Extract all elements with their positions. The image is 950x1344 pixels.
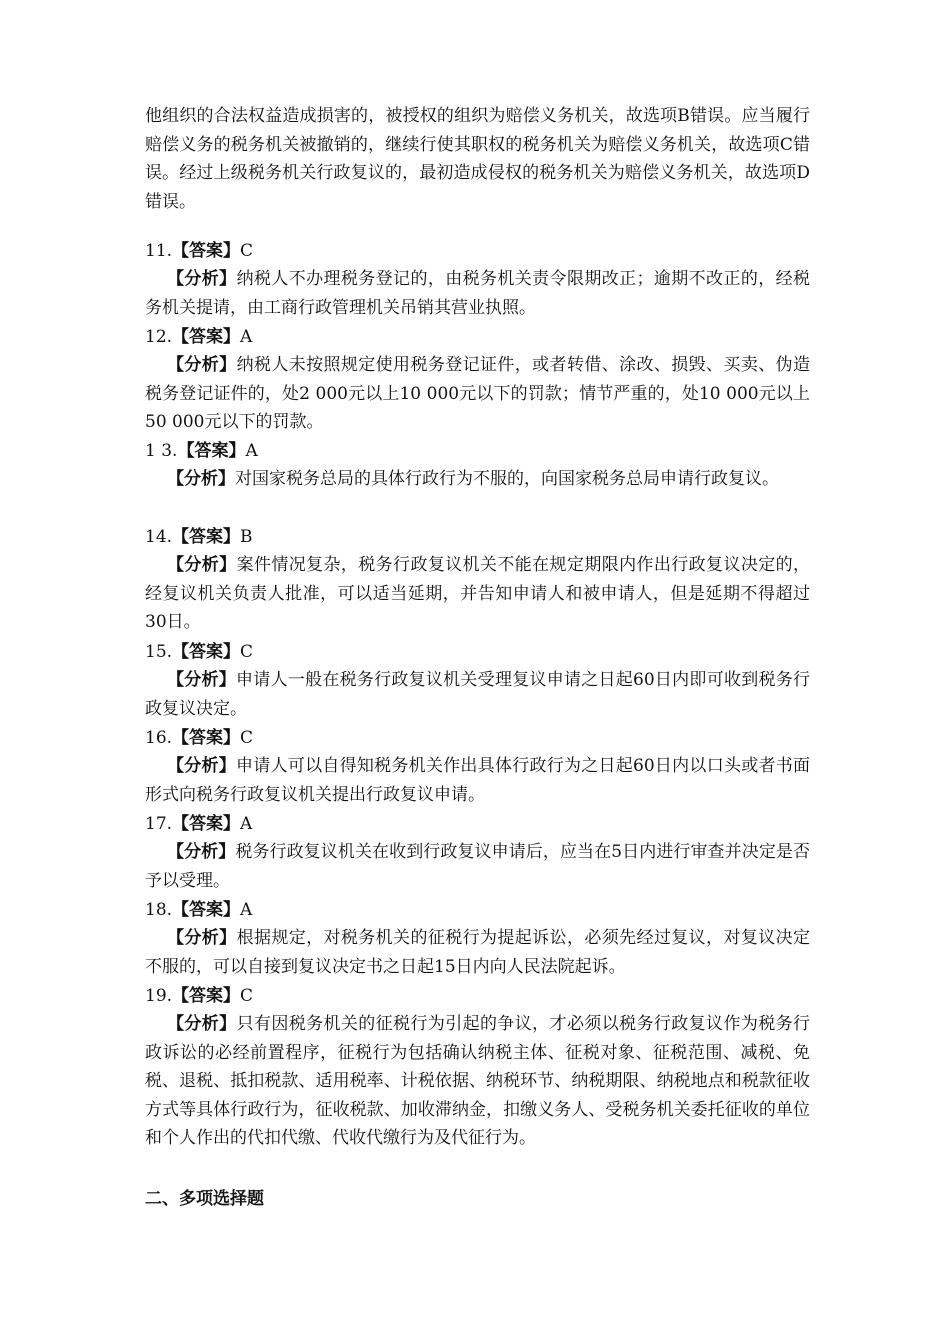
answer-line-11 xyxy=(145,237,253,265)
answer-line-17 xyxy=(145,810,252,838)
analysis-text: 纳税人未按照规定使用税务登记证件，或者转借、涂改、损毁、买卖、伪造税务登记证件的，处2 000元以上10 000元以下的罚款；情节严重的，处10 000元以上50 000元以下的罚款。 xyxy=(145,355,811,432)
question-number: 16. xyxy=(145,728,173,748)
answer-line-18 xyxy=(145,896,252,924)
answer-value: B xyxy=(240,527,253,547)
analysis-text: 申请人可以自得知税务机关作出具体行政行为之日起60日内以口头或者书面形式向税务行政复议机关提出行政复议申请。 xyxy=(145,756,810,805)
answer-value: A xyxy=(240,327,253,347)
question-number: 19. xyxy=(145,986,173,1006)
analysis-label: 【分析】 xyxy=(167,469,235,489)
answer-label: 【答案】 xyxy=(172,814,241,834)
question-number: 18. xyxy=(145,900,173,920)
answer-value: C xyxy=(240,986,254,1006)
analysis-text: 对国家税务总局的具体行政行为不服的，向国家税务总局申请行政复议。 xyxy=(235,469,779,489)
answer-line-15 xyxy=(145,638,253,666)
analysis-text: 税务行政复议机关在收到行政复议申请后，应当在5日内进行审查并决定是否予以受理。 xyxy=(145,842,810,891)
analysis-11 xyxy=(145,265,810,322)
answer-label: 【答案】 xyxy=(172,900,241,920)
analysis-text: 只有因税务机关的征税行为引起的争议，才必须以税务行政复议作为税务行政诉讼的必经前置程序，征税行为包括确认纳税主体、征税对象、征税范围、减税、免税、退税、抵扣税款、适用税率、计税依据、纳税环节、纳税期限、纳税地点和税款征收方式等具体行政行为，征收税款、加收滞纳金，扣缴义务人、受税务机关委托征收的单位和个人作出的代扣代缴、代收代缴行为及代征行为。 xyxy=(145,1014,811,1148)
analysis-label: 【分析】 xyxy=(167,355,237,375)
analysis-19 xyxy=(145,1010,810,1153)
analysis-label: 【分析】 xyxy=(167,670,237,690)
answer-label: 【答案】 xyxy=(172,986,241,1006)
answer-line-14 xyxy=(145,523,253,551)
question-number: 15. xyxy=(145,642,173,662)
question-number: 12. xyxy=(145,327,173,347)
analysis-text: 根据规定，对税务机关的征税行为提起诉讼，必须先经过复议，对复议决定不服的，可以自接到复议决定书之日起15日内向人民法院起诉。 xyxy=(145,928,811,977)
question-number: 17. xyxy=(145,814,173,834)
question-number: 14. xyxy=(145,527,173,547)
answer-line-16 xyxy=(145,724,253,752)
analysis-17 xyxy=(145,838,810,895)
question-number: 1 3. xyxy=(145,441,178,461)
analysis-15 xyxy=(145,666,810,723)
answer-value: A xyxy=(240,814,253,834)
answer-label: 【答案】 xyxy=(172,728,241,748)
analysis-label: 【分析】 xyxy=(167,842,236,862)
analysis-12 xyxy=(145,351,810,437)
answer-line-12 xyxy=(145,323,252,351)
section-heading: 二、多项选择题 xyxy=(145,1189,264,1209)
answer-label: 【答案】 xyxy=(177,441,246,461)
analysis-label: 【分析】 xyxy=(167,269,237,289)
answer-value: A xyxy=(245,441,258,461)
analysis-text: 申请人一般在税务行政复议机关受理复议申请之日起60日内即可收到税务行政复议决定。 xyxy=(145,670,810,719)
answer-label: 【答案】 xyxy=(172,327,241,347)
answer-value: C xyxy=(240,642,254,662)
answer-value: C xyxy=(240,728,254,748)
answer-label: 【答案】 xyxy=(172,527,241,547)
analysis-14 xyxy=(145,551,810,637)
answer-label: 【答案】 xyxy=(172,642,241,662)
answer-value: A xyxy=(240,900,253,920)
answer-line-13 xyxy=(145,437,258,465)
analysis-label: 【分析】 xyxy=(167,1014,237,1034)
answer-value: C xyxy=(240,241,254,261)
analysis-label: 【分析】 xyxy=(167,555,237,575)
analysis-text: 案件情况复杂，税务行政复议机关不能在规定期限内作出行政复议决定的，经复议机关负责人批准，可以适当延期，并告知申请人和被申请人，但是延期不得超过30日。 xyxy=(145,555,811,632)
analysis-13 xyxy=(145,465,810,494)
analysis-label: 【分析】 xyxy=(167,756,237,776)
analysis-16 xyxy=(145,752,810,809)
analysis-18 xyxy=(145,924,810,981)
analysis-label: 【分析】 xyxy=(167,928,237,948)
intro-paragraph: 他组织的合法权益造成损害的，被授权的组织为赔偿义务机关，故选项B错误。应当履行赔偿义务的税务机关被撤销的，继续行使其职权的税务机关为赔偿义务机关，故选项C错误。经过上级税务机关行政复议的，最初造成侵权的税务机关为赔偿义务机关，故选项D错误。 xyxy=(145,106,810,212)
answer-line-19 xyxy=(145,982,253,1010)
analysis-text: 纳税人不办理税务登记的，由税务机关责令限期改正；逾期不改正的，经税务机关提请，由工商行政管理机关吊销其营业执照。 xyxy=(145,269,811,318)
question-number: 11. xyxy=(145,241,173,261)
answer-label: 【答案】 xyxy=(172,241,241,261)
